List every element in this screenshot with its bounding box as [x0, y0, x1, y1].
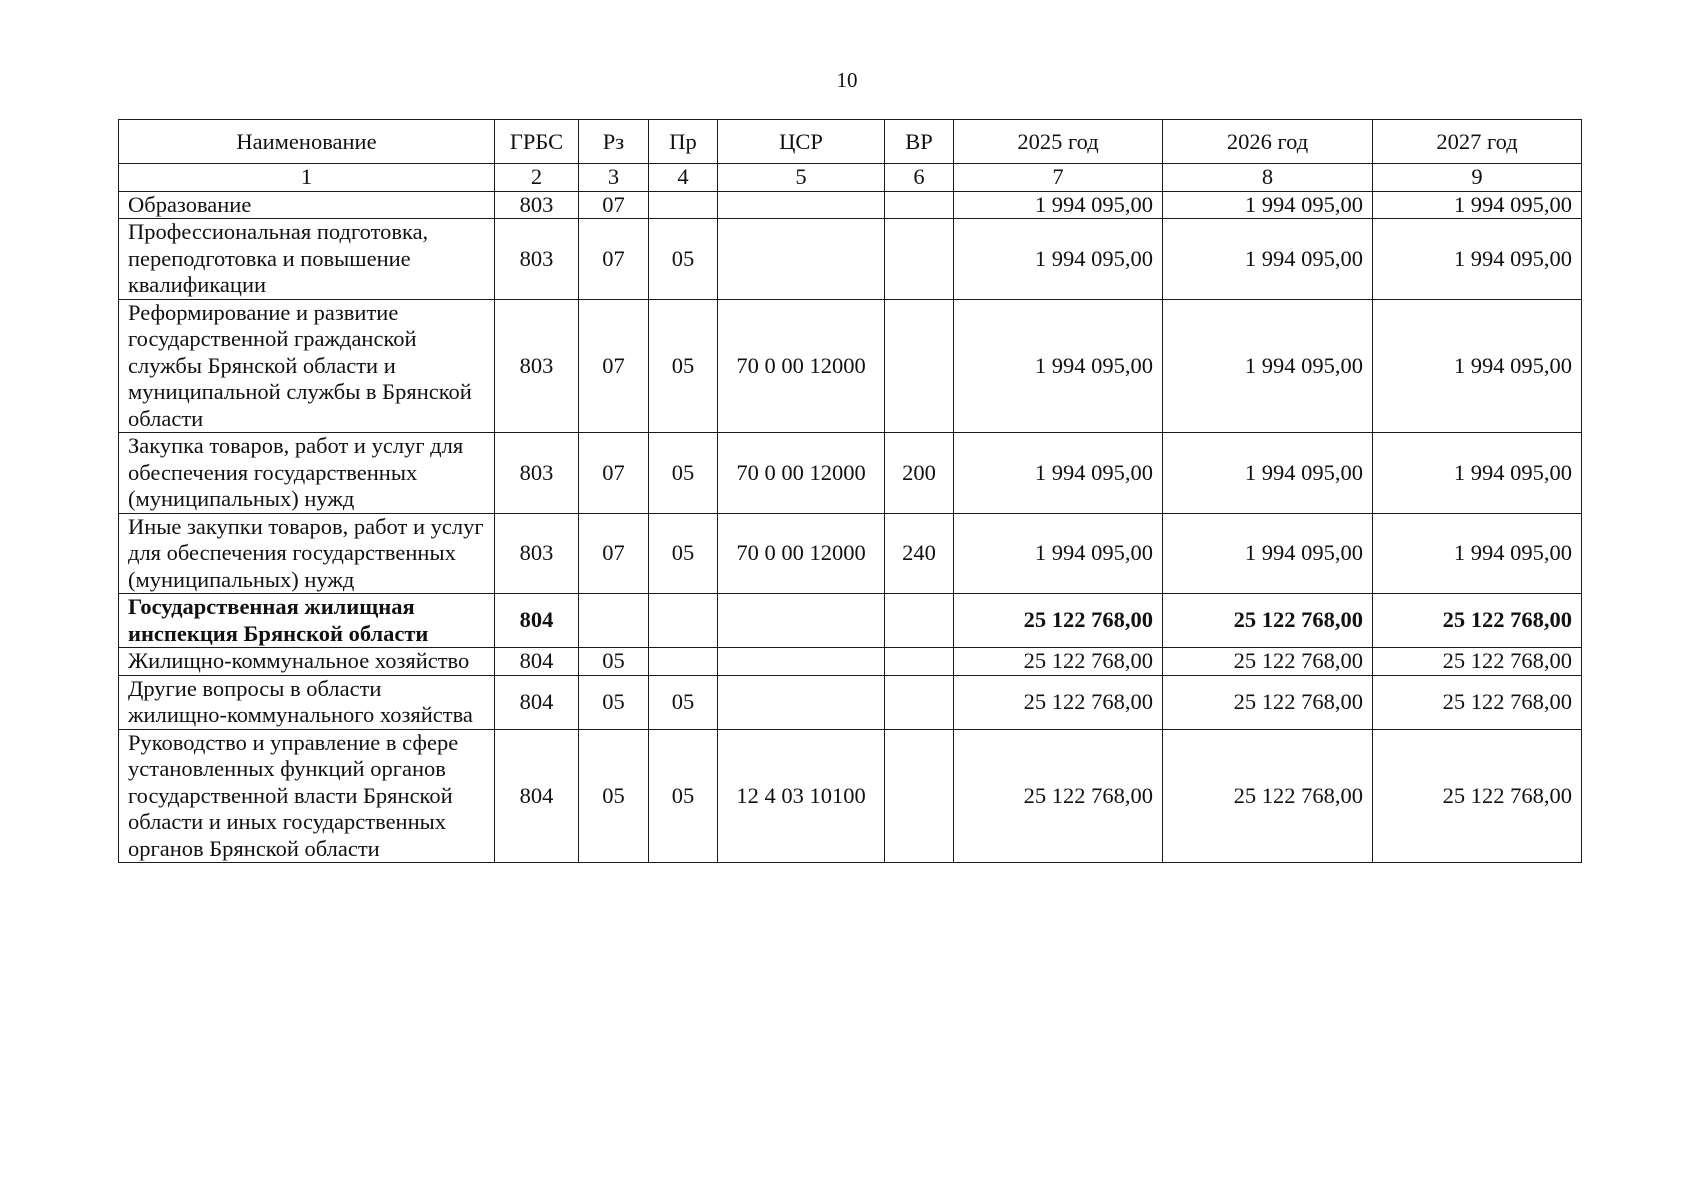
row-vr — [885, 729, 954, 863]
header-vr: ВР — [885, 120, 954, 164]
row-csr: 12 4 03 10100 — [718, 729, 885, 863]
row-rz: 05 — [579, 675, 649, 729]
row-csr — [718, 219, 885, 300]
row-csr — [718, 594, 885, 648]
row-grbs: 804 — [495, 594, 579, 648]
row-amount-2025: 25 122 768,00 — [954, 729, 1163, 863]
table-row — [119, 594, 1582, 648]
table-row — [119, 191, 1582, 219]
row-vr: 240 — [885, 513, 954, 594]
row-amount-2027: 25 122 768,00 — [1373, 675, 1582, 729]
row-rz: 07 — [579, 299, 649, 433]
row-name: Другие вопросы в области жилищно-коммунального хозяйства — [119, 675, 495, 729]
row-amount-2026: 1 994 095,00 — [1163, 191, 1373, 219]
row-grbs: 803 — [495, 513, 579, 594]
row-name: Реформирование и развитие государственной гражданской службы Брянской области и муниципальной службы в Брянской области — [119, 299, 495, 433]
budget-table — [118, 119, 1582, 863]
row-amount-2027: 25 122 768,00 — [1373, 729, 1582, 863]
row-amount-2025: 1 994 095,00 — [954, 299, 1163, 433]
page-number: 10 — [836, 68, 858, 92]
row-grbs: 803 — [495, 433, 579, 514]
row-rz: 07 — [579, 191, 649, 219]
row-pr: 05 — [649, 219, 718, 300]
row-grbs: 803 — [495, 299, 579, 433]
row-pr: 05 — [649, 299, 718, 433]
table-row — [119, 729, 1582, 863]
row-name: Руководство и управление в сфере установленных функций органов государственной власти Брянской области и иных государственных органов Брянской области — [119, 729, 495, 863]
row-pr — [649, 594, 718, 648]
row-amount-2026: 1 994 095,00 — [1163, 513, 1373, 594]
row-amount-2025: 25 122 768,00 — [954, 594, 1163, 648]
row-grbs: 803 — [495, 191, 579, 219]
row-grbs: 804 — [495, 648, 579, 676]
row-rz: 07 — [579, 433, 649, 514]
column-number: 5 — [718, 164, 885, 192]
column-number: 9 — [1373, 164, 1582, 192]
row-vr — [885, 299, 954, 433]
column-number: 7 — [954, 164, 1163, 192]
table-row — [119, 299, 1582, 433]
table-row — [119, 513, 1582, 594]
row-pr — [649, 648, 718, 676]
row-amount-2025: 1 994 095,00 — [954, 191, 1163, 219]
row-amount-2026: 25 122 768,00 — [1163, 648, 1373, 676]
row-amount-2026: 1 994 095,00 — [1163, 299, 1373, 433]
table-row — [119, 648, 1582, 676]
row-csr: 70 0 00 12000 — [718, 299, 885, 433]
header-rz: Рз — [579, 120, 649, 164]
table-row — [119, 433, 1582, 514]
row-csr — [718, 675, 885, 729]
row-amount-2025: 25 122 768,00 — [954, 648, 1163, 676]
row-amount-2027: 1 994 095,00 — [1373, 219, 1582, 300]
row-vr: 200 — [885, 433, 954, 514]
row-grbs: 803 — [495, 219, 579, 300]
row-amount-2025: 1 994 095,00 — [954, 513, 1163, 594]
header-name: Наименование — [119, 120, 495, 164]
row-amount-2025: 1 994 095,00 — [954, 219, 1163, 300]
row-pr: 05 — [649, 513, 718, 594]
row-rz — [579, 594, 649, 648]
column-number: 8 — [1163, 164, 1373, 192]
row-pr: 05 — [649, 433, 718, 514]
row-amount-2027: 25 122 768,00 — [1373, 648, 1582, 676]
row-csr — [718, 191, 885, 219]
row-amount-2027: 1 994 095,00 — [1373, 433, 1582, 514]
row-csr — [718, 648, 885, 676]
row-rz: 05 — [579, 648, 649, 676]
row-csr: 70 0 00 12000 — [718, 513, 885, 594]
column-number: 1 — [119, 164, 495, 192]
row-amount-2026: 25 122 768,00 — [1163, 729, 1373, 863]
column-number: 6 — [885, 164, 954, 192]
row-pr — [649, 191, 718, 219]
row-amount-2027: 1 994 095,00 — [1373, 191, 1582, 219]
row-pr: 05 — [649, 729, 718, 863]
row-csr: 70 0 00 12000 — [718, 433, 885, 514]
row-vr — [885, 191, 954, 219]
row-amount-2026: 25 122 768,00 — [1163, 675, 1373, 729]
header-grbs: ГРБС — [495, 120, 579, 164]
row-grbs: 804 — [495, 729, 579, 863]
row-name: Иные закупки товаров, работ и услуг для обеспечения государственных (муниципальных) нужд — [119, 513, 495, 594]
column-number: 3 — [579, 164, 649, 192]
row-amount-2025: 1 994 095,00 — [954, 433, 1163, 514]
row-vr — [885, 594, 954, 648]
row-vr — [885, 675, 954, 729]
row-rz: 07 — [579, 513, 649, 594]
row-name: Государственная жилищная инспекция Брянской области — [119, 594, 495, 648]
row-amount-2027: 25 122 768,00 — [1373, 594, 1582, 648]
row-rz: 07 — [579, 219, 649, 300]
header-2025: 2025 год — [954, 120, 1163, 164]
column-number: 2 — [495, 164, 579, 192]
row-name: Профессиональная подготовка, переподготовка и повышение квалификации — [119, 219, 495, 300]
row-name: Закупка товаров, работ и услуг для обеспечения государственных (муниципальных) нужд — [119, 433, 495, 514]
row-amount-2027: 1 994 095,00 — [1373, 513, 1582, 594]
row-amount-2026: 25 122 768,00 — [1163, 594, 1373, 648]
row-amount-2025: 25 122 768,00 — [954, 675, 1163, 729]
column-number-row — [119, 164, 1582, 192]
row-vr — [885, 648, 954, 676]
header-pr: Пр — [649, 120, 718, 164]
row-name: Образование — [119, 191, 495, 219]
row-pr: 05 — [649, 675, 718, 729]
table-row — [119, 675, 1582, 729]
row-amount-2027: 1 994 095,00 — [1373, 299, 1582, 433]
row-grbs: 804 — [495, 675, 579, 729]
row-rz: 05 — [579, 729, 649, 863]
header-row — [119, 120, 1582, 164]
row-vr — [885, 219, 954, 300]
table-row — [119, 219, 1582, 300]
header-2026: 2026 год — [1163, 120, 1373, 164]
row-name: Жилищно-коммунальное хозяйство — [119, 648, 495, 676]
column-number: 4 — [649, 164, 718, 192]
row-amount-2026: 1 994 095,00 — [1163, 219, 1373, 300]
header-csr: ЦСР — [718, 120, 885, 164]
header-2027: 2027 год — [1373, 120, 1582, 164]
row-amount-2026: 1 994 095,00 — [1163, 433, 1373, 514]
